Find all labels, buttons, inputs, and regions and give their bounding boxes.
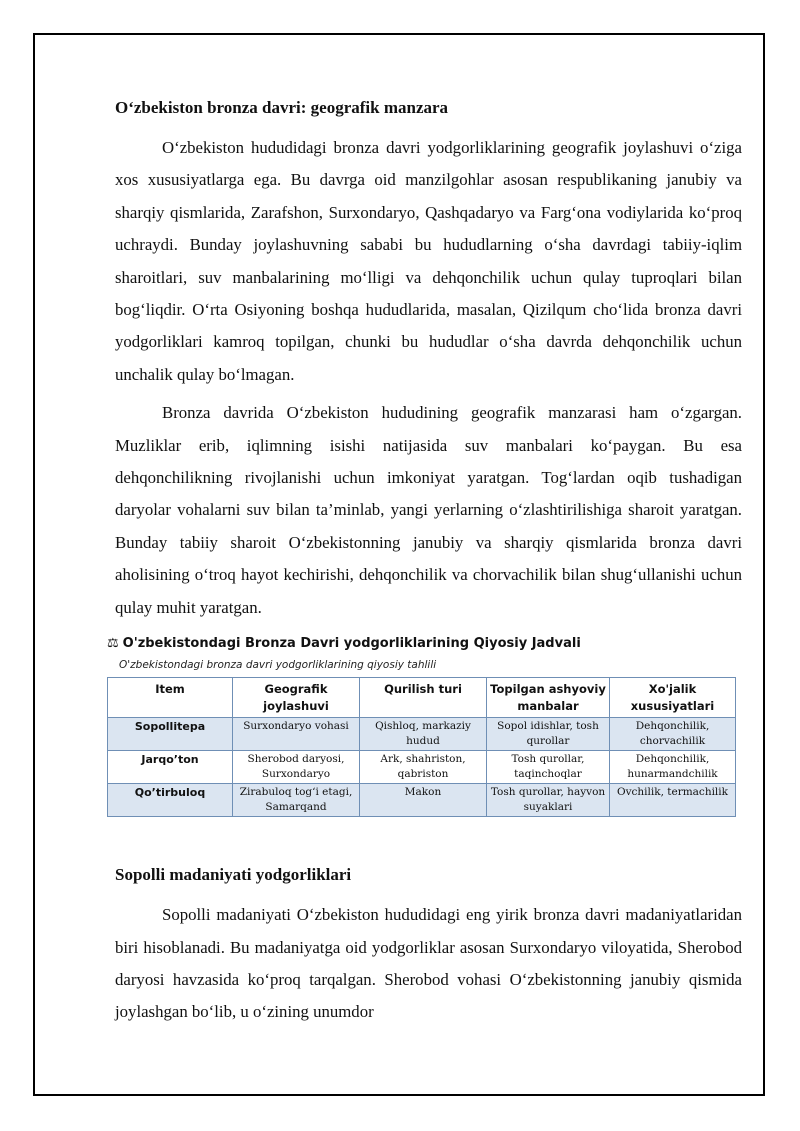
paragraph: Sopolli madaniyati O‘zbekiston hududidagi eng yirik bronza davri madaniyatlaridan biri hisoblanadi. Bu madaniyatga oid yodgorliklar asosan Surxondaryo viloyatida, Sherobod daryosi havzasida ko‘proq tarqalgan. Sherobod vohasi O‘zbekistonning janubiy qismida joylashgan bo‘lib, u o‘zining unumdor (115, 905, 742, 1022)
column-header: Item (108, 678, 233, 718)
document-body (107, 96, 742, 1035)
paragraph: O‘zbekiston hududidagi bronza davri yodgorliklarining geografik joylashuvi o‘ziga xos xususiyatlarga ega. Bu davrga oid manzilgohlar asosan respublikaning janubiy va sharqiy qismlarida, Zarafshon, Surxondaryo, Qashqadaryo va Farg‘ona vodiylarida ko‘proq uchraydi. Bunday joylashuvning sababi bu hududlarning o‘sha davrdagi tabiiy-iqlim sharoitlari, suv manbalarining mo‘lligi va dehqonchilik uchun qulay tuproqlari bilan bog‘liqdir. O‘rta Osiyoning boshqa hududlarida, masalan, Qizilqum cho‘lida bronza davri yodgorliklari kamroq topilgan, chunki bu hududlar o‘sha davrda dehqonchilik uchun unchalik qulay bo‘lmagan. (115, 138, 742, 384)
table-cell: Qishloq, markaziy hudud (360, 718, 487, 751)
scales-icon: ⚖ (107, 636, 119, 652)
table-cell: Ovchilik, termachilik (610, 784, 736, 817)
table-row (108, 751, 736, 784)
comparison-table (107, 677, 736, 817)
table-cell: Zirabuloq tog‘i etagi, Samarqand (233, 784, 360, 817)
column-header: Geografik joylashuvi (233, 678, 360, 718)
table-cell: Tosh qurollar, taqinchoqlar (487, 751, 610, 784)
table-title (107, 636, 742, 651)
column-header: Qurilish turi (360, 678, 487, 718)
spacer (115, 817, 742, 863)
column-header: Xo'jalik xususiyatlari (610, 678, 736, 718)
row-header: Sopollitepa (108, 718, 233, 751)
table-cell: Sherobod daryosi, Surxondaryo (233, 751, 360, 784)
table-cell: Ark, shahriston, qabriston (360, 751, 487, 784)
table-row (108, 784, 736, 817)
row-header: Jarqo’ton (108, 751, 233, 784)
table-cell: Tosh qurollar, hayvon suyaklari (487, 784, 610, 817)
table-header-row (108, 678, 736, 718)
column-header: Topilgan ashyoviy manbalar (487, 678, 610, 718)
table-cell: Sopol idishlar, tosh qurollar (487, 718, 610, 751)
comparison-table-block (107, 636, 742, 817)
paragraph: Bronza davrida O‘zbekiston hududining geografik manzarasi ham o‘zgargan. Muzliklar erib, iqlimning isishi natijasida suv manbalari ko‘paygan. Bu esa dehqonchilikning rivojlanishi uchun imkoniyat yaratgan. Tog‘lardan oqib tushadigan daryolar vohalarni suv bilan ta’minlab, yangi yerlarning o‘zlashtirilishiga sharoit yaratgan. Bunday tabiiy sharoit O‘zbekistonning janubiy va sharqiy qismlarida bronza davri aholisining o‘troq hayot kechirishi, dehqonchilik va chorvachilik bilan shug‘ullanishi uchun qulay muhit yaratgan. (115, 403, 742, 617)
table-cell: Dehqonchilik, hunarmandchilik (610, 751, 736, 784)
section-title-sopolli: Sopolli madaniyati yodgorliklari (115, 865, 352, 885)
table-cell: Surxondaryo vohasi (233, 718, 360, 751)
table-title-text: O'zbekistondagi Bronza Davri yodgorliklarining Qiyosiy Jadvali (122, 636, 581, 652)
table-subtitle: O'zbekistondagi bronza davri yodgorliklarining qiyosiy tahlili (119, 659, 437, 672)
section-title-geography: O‘zbekiston bronza davri: geografik manzara (115, 98, 449, 117)
table-cell: Dehqonchilik, chorvachilik (610, 718, 736, 751)
table-row (108, 718, 736, 751)
table-cell: Makon (360, 784, 487, 817)
row-header: Qo’tirbuloq (108, 784, 233, 817)
